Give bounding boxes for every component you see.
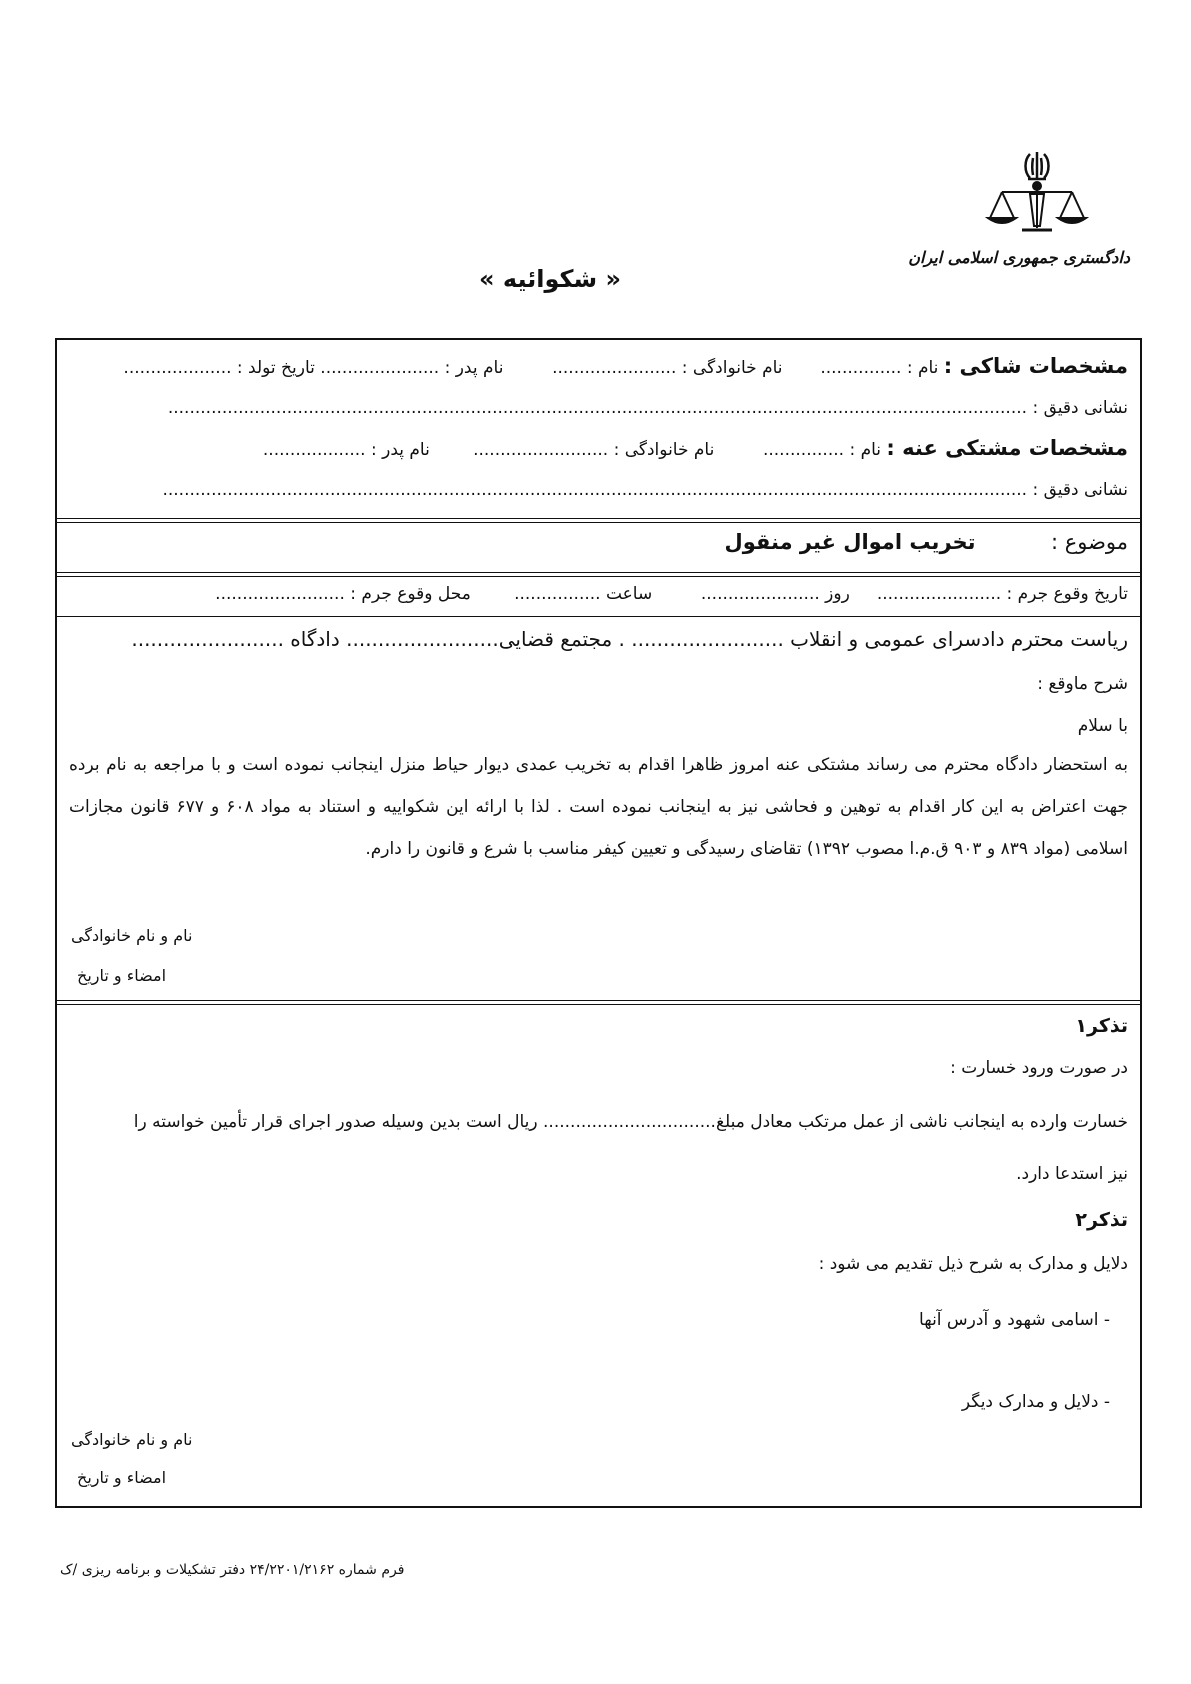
signature-name-1: نام و نام خانوادگی bbox=[71, 926, 193, 945]
defendant-name-field[interactable]: ............... bbox=[762, 440, 845, 460]
defendant-father-label: نام پدر : bbox=[371, 440, 430, 460]
defendant-father-field[interactable]: ................... bbox=[262, 440, 366, 460]
defendant-family-field[interactable]: ......................... bbox=[473, 440, 609, 460]
complainant-birth-label: تاریخ تولد : bbox=[236, 358, 315, 378]
note1-intro: در صورت ورود خسارت : bbox=[950, 1058, 1128, 1078]
defendant-name-label: نام : bbox=[849, 440, 882, 460]
complainant-family-field[interactable]: ....................... bbox=[552, 358, 677, 378]
complainant-address-row bbox=[69, 396, 1128, 420]
crime-place-label: محل وقوع جرم : bbox=[350, 584, 471, 604]
subject-row bbox=[69, 530, 1128, 556]
damage-amount-field[interactable]: ................................ bbox=[543, 1112, 716, 1132]
defendant-address-row bbox=[69, 478, 1128, 502]
complainant-family-label: نام خانوادگی : bbox=[681, 358, 783, 378]
form-number-footer: فرم شماره ۲۴/۲۲۰۱/۲۱۶۲ دفتر تشکیلات و برنامه ریزی /ک bbox=[60, 1562, 405, 1578]
addressee-row bbox=[69, 624, 1128, 654]
section-divider bbox=[57, 1000, 1140, 1005]
complainant-father-field[interactable]: ...................... bbox=[320, 358, 440, 378]
complainant-name-field[interactable]: ............... bbox=[820, 358, 902, 378]
crime-day-label: روز bbox=[825, 584, 850, 604]
note2-item-witnesses: - اسامی شهود و آدرس آنها bbox=[919, 1310, 1110, 1330]
subject-label: موضوع : bbox=[1050, 530, 1128, 554]
crime-hour-label: ساعت bbox=[605, 584, 653, 604]
addressee-text-c: دادگاه bbox=[290, 627, 340, 651]
statement-body: به استحضار دادگاه محترم می رساند مشتکی عنه امروز ظاهرا اقدام به تخریب عمدی دیوار حیاط منزل اینجانب نموده است و با مراجعه به نام برده جهت اعتراض به این کار اقدام به توهین و فحاشی نیز به اینجانب نموده است . لذا با ارائه این شکواییه و استناد به مواد ۶۰۸ و ۶۷۷ قانون مجازات اسلامی (مواد ۸۳۹ و ۹۰۳ ق.م.ا مصوب ۱۳۹۲) تقاضای رسیدگی و تعیین کیفر مناسب با شرع و قانون را دارم. bbox=[69, 755, 1128, 859]
statement-greeting: با سلام bbox=[1077, 716, 1128, 736]
defendant-family-label: نام خانوادگی : bbox=[613, 440, 715, 460]
complainant-label: مشخصات شاکی : bbox=[943, 354, 1128, 378]
emblem-caption: دادگستری جمهوری اسلامی ایران bbox=[908, 248, 1130, 267]
crime-hour-field[interactable]: ................ bbox=[514, 584, 601, 604]
signature-name-2: نام و نام خانوادگی bbox=[71, 1430, 193, 1449]
complainant-row bbox=[69, 354, 1128, 380]
complainant-birth-field[interactable]: .................... bbox=[123, 358, 232, 378]
form-frame bbox=[55, 338, 1142, 1508]
crime-details-row bbox=[69, 582, 1128, 606]
addressee-text-b: . مجتمع قضایی bbox=[498, 627, 625, 651]
defendant-address-label: نشانی دقیق : bbox=[1032, 480, 1128, 500]
section-divider bbox=[57, 616, 1140, 617]
addressee-complex-field[interactable]: ........................ bbox=[346, 627, 499, 651]
note1-text-c: نیز استدعا دارد. bbox=[1016, 1164, 1128, 1184]
signature-sign-1: امضاء و تاریخ bbox=[77, 966, 167, 985]
note2-intro: دلایل و مدارک به شرح ذیل تقدیم می شود : bbox=[818, 1254, 1128, 1274]
complainant-address-label: نشانی دقیق : bbox=[1032, 398, 1128, 418]
crime-date-field[interactable]: ....................... bbox=[876, 584, 1002, 604]
page-title: « شکوائیه » bbox=[479, 265, 621, 293]
judiciary-emblem bbox=[908, 148, 1130, 288]
note1-text-a: خسارت وارده به اینجانب ناشی از عمل مرتکب معادل مبلغ bbox=[715, 1112, 1128, 1132]
complainant-address-field[interactable]: ............................................................................................................................................................... bbox=[167, 398, 1028, 418]
addressee-text-a: ریاست محترم دادسرای عمومی و انقلاب bbox=[790, 627, 1128, 651]
section-divider bbox=[57, 572, 1140, 577]
complainant-name-label: نام : bbox=[906, 358, 939, 378]
crime-place-field[interactable]: ........................ bbox=[215, 584, 345, 604]
defendant-address-field[interactable]: ................................................................................................................................................................ bbox=[162, 480, 1028, 500]
signature-sign-2: امضاء و تاریخ bbox=[77, 1468, 167, 1487]
defendant-row bbox=[69, 436, 1128, 462]
note1-damage-row bbox=[69, 1110, 1128, 1134]
note2-title: تذکر۲ bbox=[1075, 1209, 1128, 1231]
scales-of-justice-icon bbox=[982, 148, 1092, 240]
statement-heading: شرح ماوقع : bbox=[1037, 674, 1128, 694]
crime-day-field[interactable]: ...................... bbox=[700, 584, 820, 604]
note1-title: تذکر۱ bbox=[1075, 1015, 1128, 1037]
defendant-label: مشخصات مشتکی عنه : bbox=[886, 436, 1128, 460]
addressee-court-field[interactable]: ........................ bbox=[131, 627, 284, 651]
subject-value[interactable]: تخریب اموال غیر منقول bbox=[724, 530, 976, 554]
section-divider bbox=[57, 518, 1140, 523]
note2-item-evidence: - دلایل و مدارک دیگر bbox=[961, 1392, 1110, 1412]
crime-date-label: تاریخ وقوع جرم : bbox=[1006, 584, 1128, 604]
addressee-prosecutor-field[interactable]: ........................ bbox=[631, 627, 784, 651]
complainant-father-label: نام پدر : bbox=[444, 358, 504, 378]
note1-text-b: ریال است بدین وسیله صدور اجرای قرار تأمین خواسته را bbox=[133, 1112, 538, 1132]
